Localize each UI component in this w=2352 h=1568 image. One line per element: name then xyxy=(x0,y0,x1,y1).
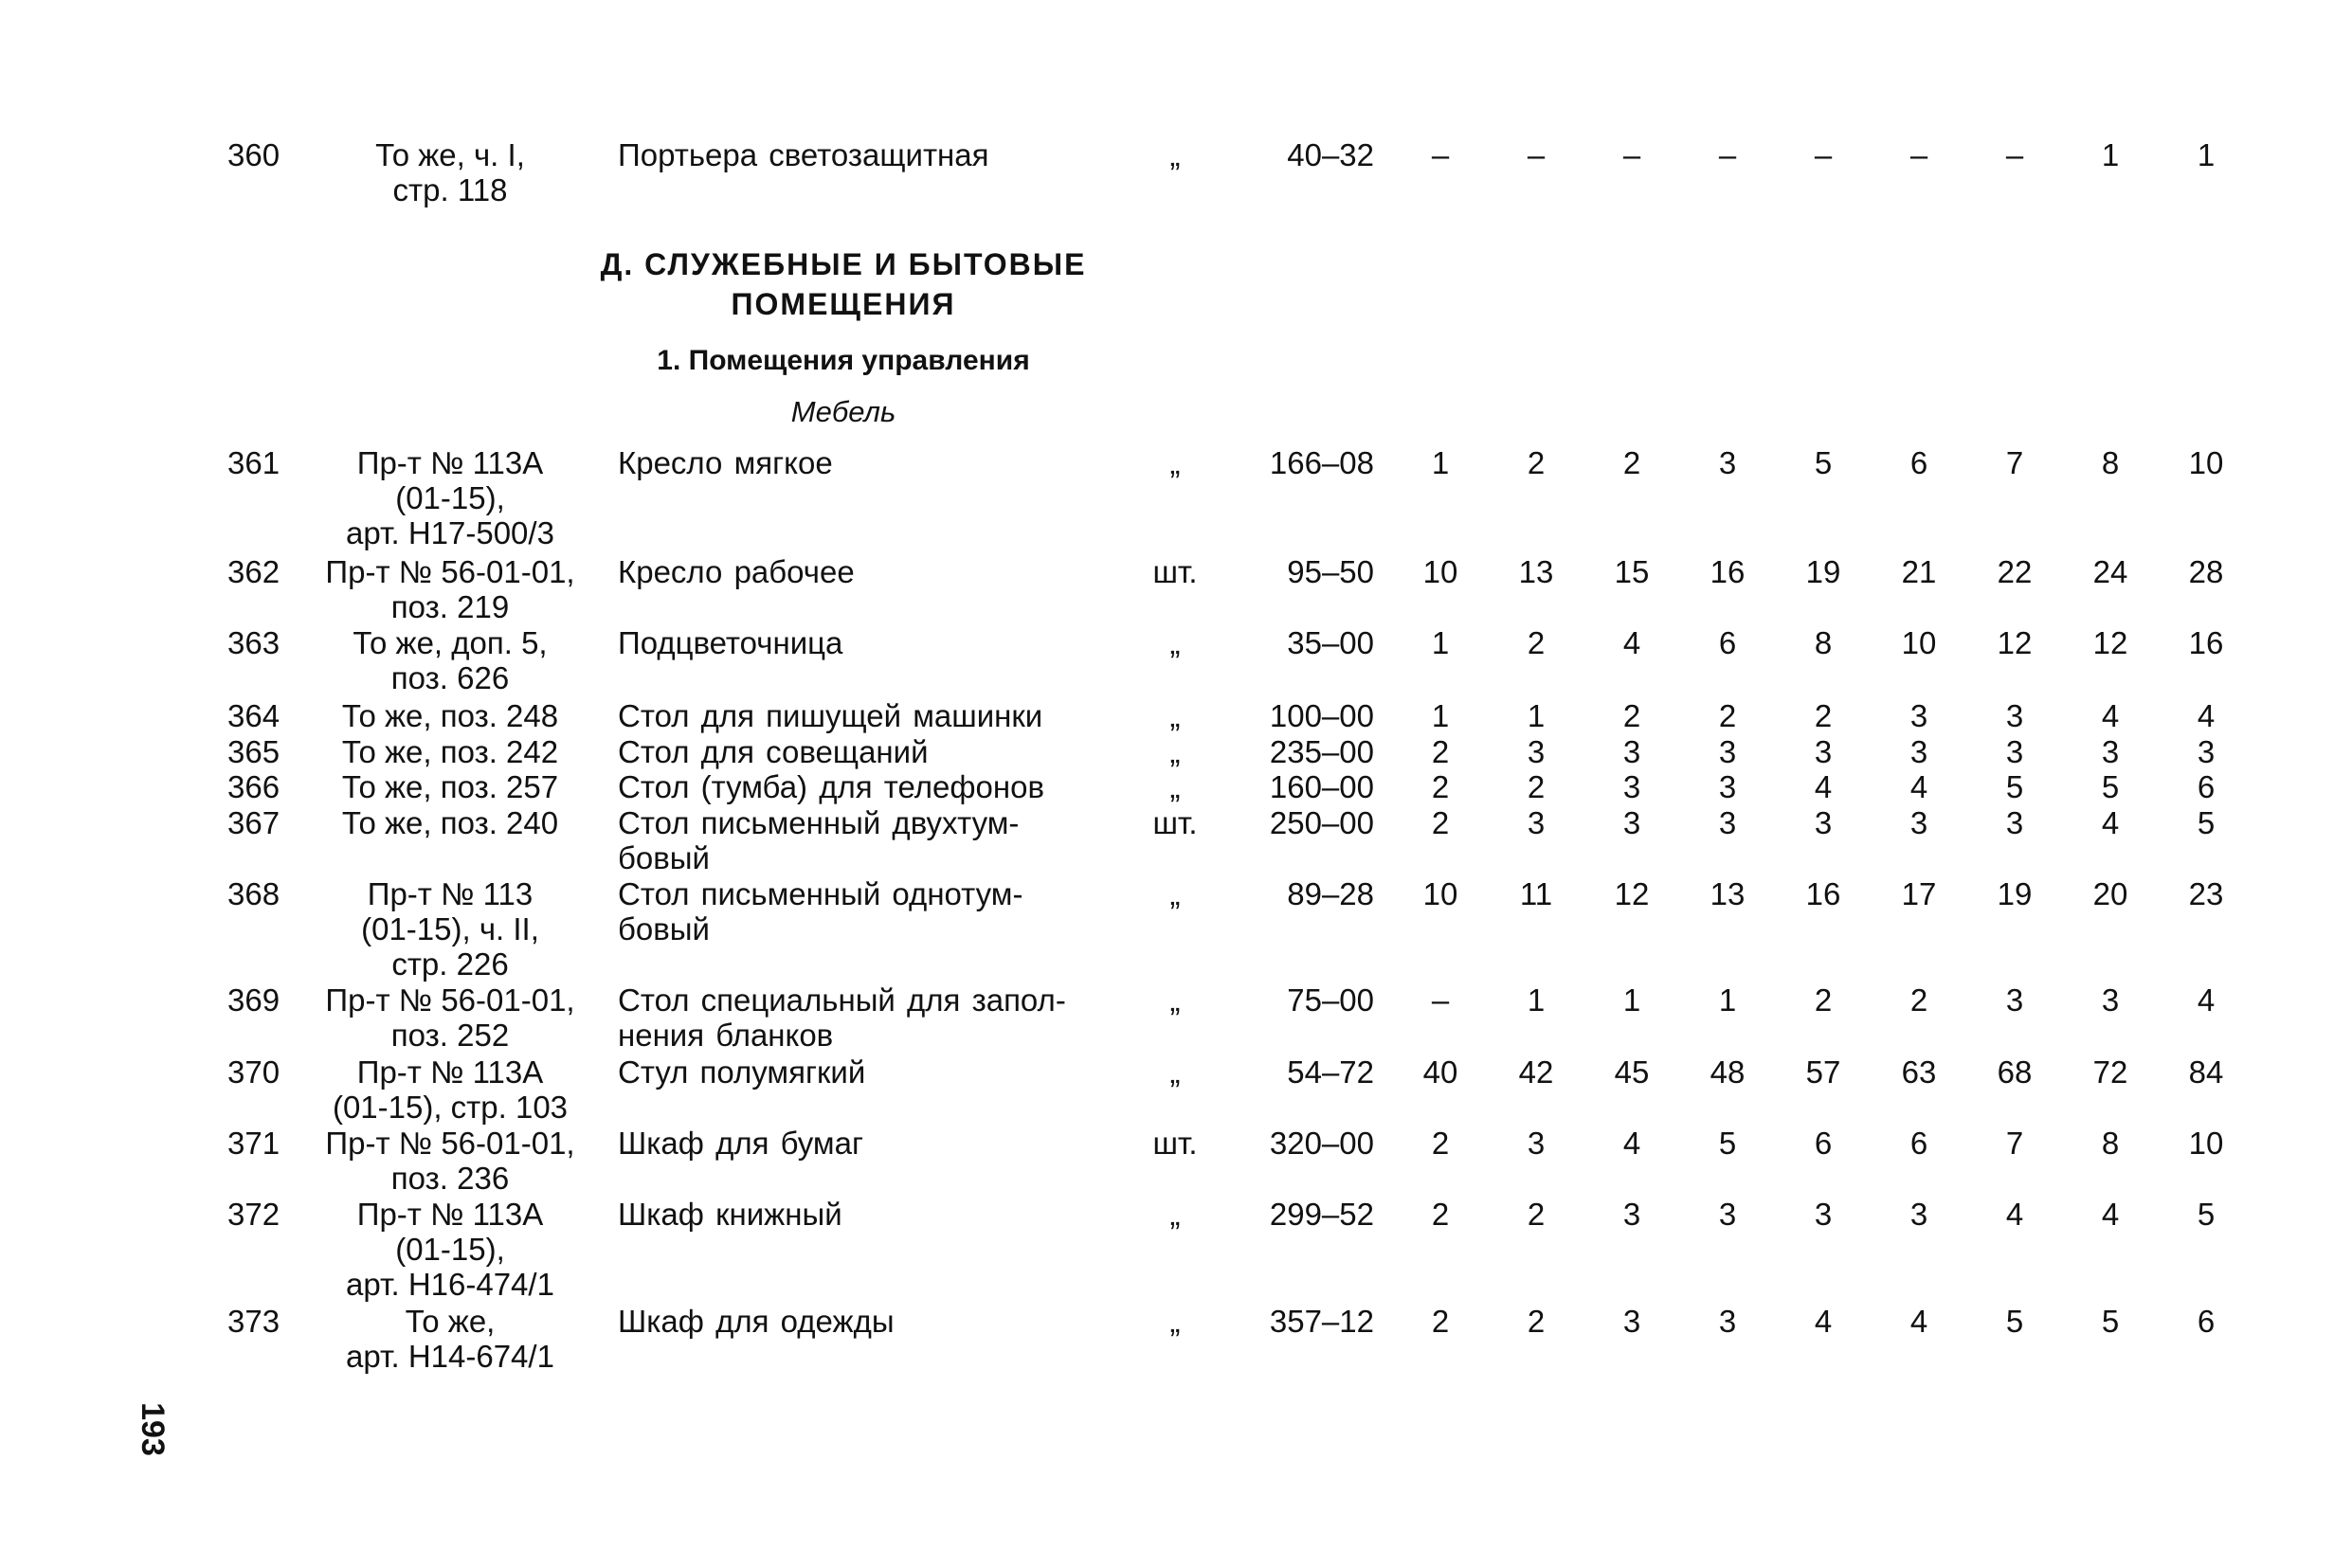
quantity-cell: 8 xyxy=(2101,1126,2120,1161)
quantity-cell: 13 xyxy=(1710,876,1746,911)
quantity-cell: 3 xyxy=(1527,734,1546,769)
quantity-cell: 20 xyxy=(2092,876,2128,911)
price-cell: 357–12 xyxy=(1269,1304,1374,1339)
quantity-cell: 6 xyxy=(1814,1126,1833,1161)
quantity-cell: 3 xyxy=(1814,734,1833,769)
quantity-cell: 2 xyxy=(1718,698,1737,733)
quantity-cell: 6 xyxy=(2197,769,2216,804)
quantity-cell: 3 xyxy=(1622,1197,1641,1232)
quantity-cell: 63 xyxy=(1901,1054,1937,1090)
quantity-cell: 3 xyxy=(2005,982,2024,1018)
price-cell: 95–50 xyxy=(1287,554,1374,589)
item-name-cell: Стол для совещаний xyxy=(618,734,929,769)
quantity-cell: 2 xyxy=(1527,1304,1546,1339)
quantity-cell: 15 xyxy=(1614,554,1650,589)
quantity-cell: 5 xyxy=(1814,445,1833,480)
quantity-cell: 21 xyxy=(1901,554,1937,589)
quantity-cell: 2 xyxy=(1527,769,1546,804)
row-number: 367 xyxy=(227,805,280,840)
quantity-cell: 4 xyxy=(2101,1197,2120,1232)
unit-cell: „ xyxy=(1169,698,1181,733)
quantity-cell: 2 xyxy=(1431,734,1450,769)
quantity-cell: 1 xyxy=(2101,137,2120,172)
quantity-cell: 68 xyxy=(1997,1054,2033,1090)
row-number: 364 xyxy=(227,698,280,733)
quantity-cell: 5 xyxy=(2101,1304,2120,1339)
unit-cell: шт. xyxy=(1152,805,1198,840)
quantity-cell: 17 xyxy=(1901,876,1937,911)
price-cell: 35–00 xyxy=(1287,625,1374,660)
item-name-cell: Стол письменный двухтум- бовый xyxy=(618,805,1020,875)
reference-cell: То же, доп. 5, поз. 626 xyxy=(353,625,548,695)
quantity-cell: 2 xyxy=(1527,1197,1546,1232)
row-number: 373 xyxy=(227,1304,280,1339)
quantity-cell: 5 xyxy=(2101,769,2120,804)
quantity-cell: 2 xyxy=(1431,1126,1450,1161)
quantity-cell: 13 xyxy=(1518,554,1554,589)
quantity-cell: 3 xyxy=(1527,805,1546,840)
item-name-cell: Стул полумягкий xyxy=(618,1054,866,1090)
quantity-cell: 3 xyxy=(1718,1197,1737,1232)
row-number: 360 xyxy=(227,137,280,172)
quantity-cell: 1 xyxy=(1431,698,1450,733)
quantity-cell: 1 xyxy=(1622,982,1641,1018)
quantity-cell: 6 xyxy=(1718,625,1737,660)
quantity-cell: 1 xyxy=(1718,982,1737,1018)
quantity-cell: 1 xyxy=(1527,698,1546,733)
reference-cell: То же, арт. Н14-674/1 xyxy=(346,1304,554,1374)
quantity-cell: 28 xyxy=(2188,554,2224,589)
quantity-cell: 2 xyxy=(1431,1197,1450,1232)
quantity-cell: 2 xyxy=(1814,698,1833,733)
quantity-cell: 10 xyxy=(2188,1126,2224,1161)
item-name-cell: Кресло мягкое xyxy=(618,445,833,480)
quantity-cell: 6 xyxy=(2197,1304,2216,1339)
item-name-cell: Шкаф для бумаг xyxy=(618,1126,864,1161)
reference-cell: Пр-т № 56-01-01, поз. 219 xyxy=(325,554,575,624)
subsection-heading: 1. Помещения управления xyxy=(657,345,1030,376)
item-name-cell: Шкаф для одежды xyxy=(618,1304,895,1339)
quantity-cell: 3 xyxy=(1814,1197,1833,1232)
quantity-cell: 3 xyxy=(1909,734,1928,769)
quantity-cell: 2 xyxy=(1909,982,1928,1018)
quantity-cell: 5 xyxy=(2005,769,2024,804)
quantity-cell: 2 xyxy=(1431,805,1450,840)
quantity-cell: 16 xyxy=(2188,625,2224,660)
section-heading: Д. СЛУЖЕБНЫЕ И БЫТОВЫЕ ПОМЕЩЕНИЯ xyxy=(600,247,1087,321)
price-cell: 320–00 xyxy=(1269,1126,1374,1161)
item-name-cell: Шкаф книжный xyxy=(618,1197,842,1232)
unit-cell: шт. xyxy=(1152,554,1198,589)
quantity-cell: 23 xyxy=(2188,876,2224,911)
quantity-cell: 3 xyxy=(1718,1304,1737,1339)
price-cell: 40–32 xyxy=(1287,137,1374,172)
quantity-cell: 11 xyxy=(1519,876,1553,911)
quantity-cell: 4 xyxy=(1622,625,1641,660)
unit-cell: „ xyxy=(1169,876,1181,911)
quantity-cell: 12 xyxy=(1614,876,1650,911)
unit-cell: „ xyxy=(1169,445,1181,480)
item-name-cell: Стол письменный однотум- бовый xyxy=(618,876,1023,946)
quantity-cell: – xyxy=(1431,137,1450,172)
quantity-cell: 3 xyxy=(1909,805,1928,840)
quantity-cell: 19 xyxy=(1997,876,2033,911)
quantity-cell: 3 xyxy=(1622,769,1641,804)
quantity-cell: 4 xyxy=(1814,1304,1833,1339)
price-cell: 235–00 xyxy=(1269,734,1374,769)
price-cell: 250–00 xyxy=(1269,805,1374,840)
quantity-cell: 10 xyxy=(1422,554,1458,589)
row-number: 362 xyxy=(227,554,280,589)
unit-cell: „ xyxy=(1169,1197,1181,1232)
quantity-cell: 4 xyxy=(1622,1126,1641,1161)
quantity-cell: – xyxy=(1909,137,1928,172)
quantity-cell: 1 xyxy=(2197,137,2216,172)
quantity-cell: 2 xyxy=(1622,698,1641,733)
quantity-cell: 3 xyxy=(2101,982,2120,1018)
unit-cell: „ xyxy=(1169,137,1181,172)
unit-cell: „ xyxy=(1169,734,1181,769)
quantity-cell: 3 xyxy=(2005,734,2024,769)
quantity-cell: 5 xyxy=(2197,805,2216,840)
reference-cell: Пр-т № 113А (01-15), стр. 103 xyxy=(332,1054,569,1125)
price-cell: 54–72 xyxy=(1287,1054,1374,1090)
quantity-cell: 45 xyxy=(1614,1054,1650,1090)
quantity-cell: – xyxy=(1814,137,1833,172)
quantity-cell: 16 xyxy=(1710,554,1746,589)
quantity-cell: – xyxy=(1527,137,1546,172)
quantity-cell: 1 xyxy=(1431,625,1450,660)
row-number: 370 xyxy=(227,1054,280,1090)
row-number: 372 xyxy=(227,1197,280,1232)
reference-cell: То же, поз. 242 xyxy=(341,734,559,769)
reference-cell: То же, поз. 257 xyxy=(341,769,559,804)
quantity-cell: 3 xyxy=(1909,698,1928,733)
quantity-cell: 24 xyxy=(2092,554,2128,589)
price-cell: 75–00 xyxy=(1287,982,1374,1018)
quantity-cell: 5 xyxy=(2005,1304,2024,1339)
quantity-cell: 2 xyxy=(1527,445,1546,480)
quantity-cell: 6 xyxy=(1909,445,1928,480)
price-cell: 100–00 xyxy=(1269,698,1374,733)
row-number: 369 xyxy=(227,982,280,1018)
unit-cell: шт. xyxy=(1152,1126,1198,1161)
quantity-cell: 8 xyxy=(1814,625,1833,660)
quantity-cell: 3 xyxy=(2101,734,2120,769)
row-number: 366 xyxy=(227,769,280,804)
item-name-cell: Портьера светозащитная xyxy=(618,137,989,172)
quantity-cell: 3 xyxy=(1527,1126,1546,1161)
quantity-cell: 12 xyxy=(2092,625,2128,660)
quantity-cell: 4 xyxy=(2101,698,2120,733)
reference-cell: То же, поз. 240 xyxy=(341,805,559,840)
quantity-cell: 7 xyxy=(2005,445,2024,480)
quantity-cell: 4 xyxy=(1814,769,1833,804)
quantity-cell: 10 xyxy=(2188,445,2224,480)
quantity-cell: 57 xyxy=(1805,1054,1841,1090)
quantity-cell: 5 xyxy=(1718,1126,1737,1161)
reference-cell: То же, ч. I, стр. 118 xyxy=(375,137,525,207)
quantity-cell: 2 xyxy=(1527,625,1546,660)
quantity-cell: 2 xyxy=(1431,769,1450,804)
quantity-cell: 3 xyxy=(1622,805,1641,840)
item-name-cell: Стол (тумба) для телефонов xyxy=(618,769,1044,804)
quantity-cell: 22 xyxy=(1997,554,2033,589)
quantity-cell: – xyxy=(1718,137,1737,172)
quantity-cell: 4 xyxy=(2101,805,2120,840)
reference-cell: Пр-т № 56-01-01, поз. 252 xyxy=(325,982,575,1053)
quantity-cell: 72 xyxy=(2092,1054,2128,1090)
unit-cell: „ xyxy=(1169,1304,1181,1339)
quantity-cell: 3 xyxy=(1718,805,1737,840)
quantity-cell: 2 xyxy=(1622,445,1641,480)
price-cell: 299–52 xyxy=(1269,1197,1374,1232)
quantity-cell: 2 xyxy=(1431,1304,1450,1339)
page-number: 193 xyxy=(134,1402,171,1456)
row-number: 365 xyxy=(227,734,280,769)
quantity-cell: 1 xyxy=(1527,982,1546,1018)
unit-cell: „ xyxy=(1169,769,1181,804)
unit-cell: „ xyxy=(1169,1054,1181,1090)
quantity-cell: 10 xyxy=(1901,625,1937,660)
quantity-cell: 40 xyxy=(1422,1054,1458,1090)
quantity-cell: 42 xyxy=(1518,1054,1554,1090)
quantity-cell: – xyxy=(2005,137,2024,172)
quantity-cell: 3 xyxy=(1909,1197,1928,1232)
quantity-cell: – xyxy=(1431,982,1450,1018)
quantity-cell: 7 xyxy=(2005,1126,2024,1161)
quantity-cell: 12 xyxy=(1997,625,2033,660)
quantity-cell: 16 xyxy=(1805,876,1841,911)
quantity-cell: 3 xyxy=(2005,698,2024,733)
quantity-cell: 8 xyxy=(2101,445,2120,480)
quantity-cell: 4 xyxy=(2197,698,2216,733)
item-name-cell: Подцветочница xyxy=(618,625,843,660)
quantity-cell: 3 xyxy=(1622,1304,1641,1339)
quantity-cell: – xyxy=(1622,137,1641,172)
quantity-cell: 3 xyxy=(1718,445,1737,480)
item-name-cell: Стол специальный для запол- нения бланков xyxy=(618,982,1066,1053)
quantity-cell: 1 xyxy=(1431,445,1450,480)
row-number: 363 xyxy=(227,625,280,660)
item-name-cell: Стол для пишущей машинки xyxy=(618,698,1043,733)
quantity-cell: 2 xyxy=(1814,982,1833,1018)
category-heading: Мебель xyxy=(790,395,896,428)
quantity-cell: 3 xyxy=(2005,805,2024,840)
row-number: 361 xyxy=(227,445,280,480)
quantity-cell: 84 xyxy=(2188,1054,2224,1090)
reference-cell: То же, поз. 248 xyxy=(341,698,559,733)
reference-cell: Пр-т № 113А (01-15), арт. Н17-500/3 xyxy=(346,445,554,550)
quantity-cell: 5 xyxy=(2197,1197,2216,1232)
reference-cell: Пр-т № 113 (01-15), ч. II, стр. 226 xyxy=(361,876,539,982)
quantity-cell: 3 xyxy=(1814,805,1833,840)
quantity-cell: 4 xyxy=(2005,1197,2024,1232)
quantity-cell: 3 xyxy=(2197,734,2216,769)
row-number: 371 xyxy=(227,1126,280,1161)
quantity-cell: 4 xyxy=(1909,769,1928,804)
quantity-cell: 3 xyxy=(1622,734,1641,769)
reference-cell: Пр-т № 113А (01-15), арт. Н16-474/1 xyxy=(346,1197,554,1302)
price-cell: 89–28 xyxy=(1287,876,1374,911)
quantity-cell: 10 xyxy=(1422,876,1458,911)
price-cell: 166–08 xyxy=(1269,445,1374,480)
quantity-cell: 48 xyxy=(1710,1054,1746,1090)
quantity-cell: 3 xyxy=(1718,769,1737,804)
item-name-cell: Кресло рабочее xyxy=(618,554,855,589)
unit-cell: „ xyxy=(1169,625,1181,660)
price-cell: 160–00 xyxy=(1269,769,1374,804)
quantity-cell: 4 xyxy=(1909,1304,1928,1339)
quantity-cell: 6 xyxy=(1909,1126,1928,1161)
row-number: 368 xyxy=(227,876,280,911)
quantity-cell: 4 xyxy=(2197,982,2216,1018)
quantity-cell: 19 xyxy=(1805,554,1841,589)
unit-cell: „ xyxy=(1169,982,1181,1018)
quantity-cell: 3 xyxy=(1718,734,1737,769)
reference-cell: Пр-т № 56-01-01, поз. 236 xyxy=(325,1126,575,1196)
